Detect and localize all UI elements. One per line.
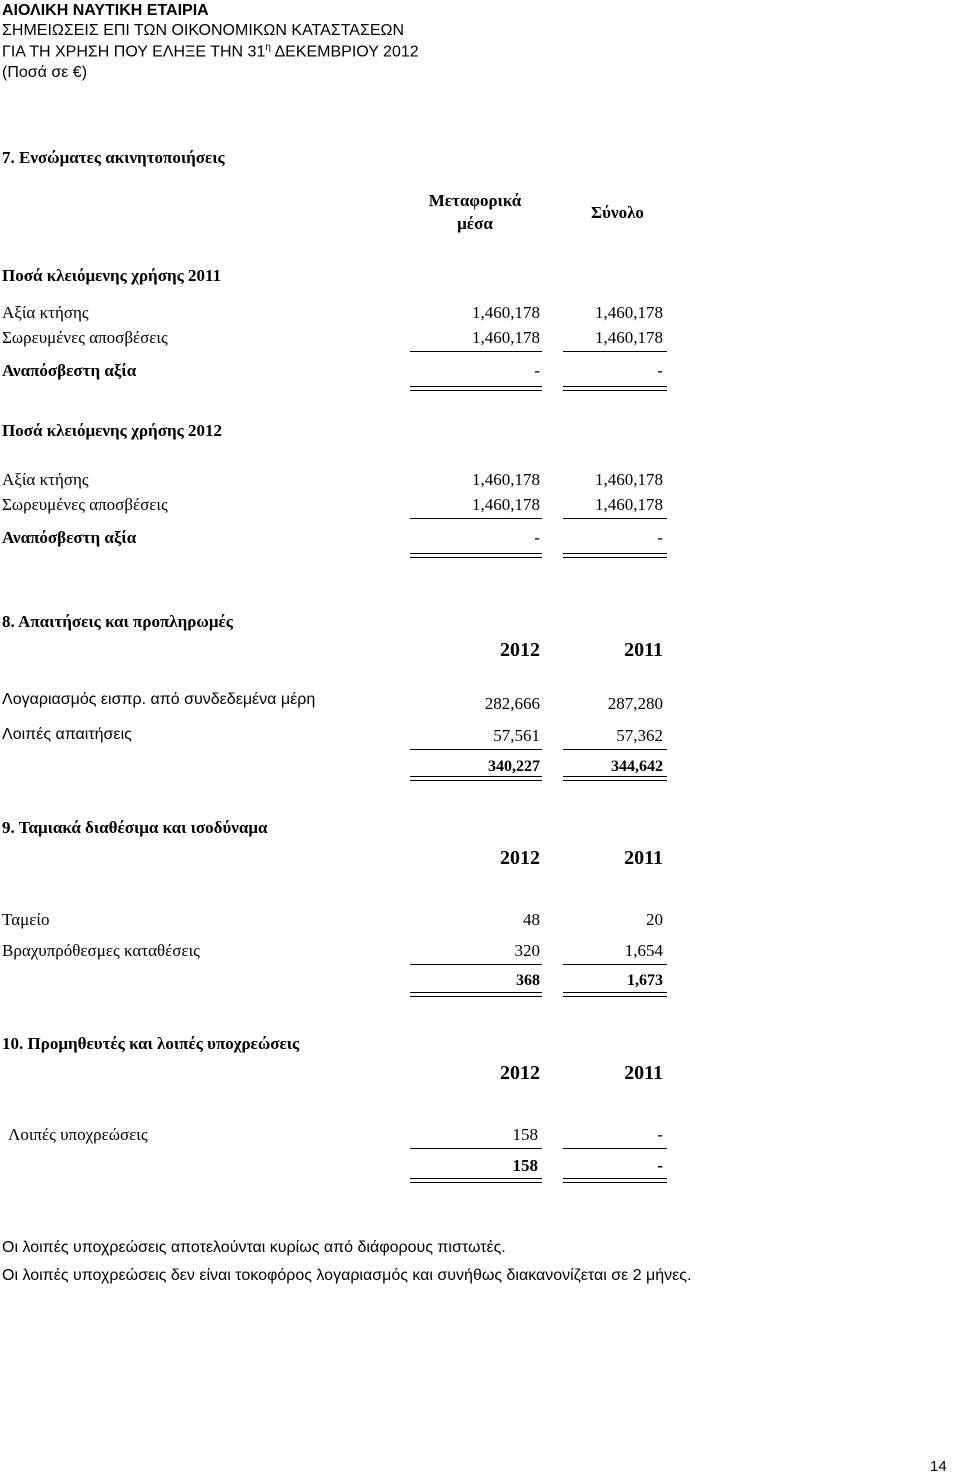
note7-2012-row1-label: Αξία κτήσης (2, 470, 89, 489)
note8-total-v1: 340,227 (488, 758, 540, 775)
period-line (2, 43, 419, 60)
note7-2011-row2-v2: 1,460,178 (595, 328, 663, 347)
note9-row2-v2: 1,654 (624, 941, 663, 960)
note10-year2-header: 2011 (624, 1062, 663, 1084)
note7-2011-total-v1: - (534, 361, 540, 380)
note7-2012-underline-col2 (563, 518, 667, 519)
note7-col1-header-line1: Μεταφορικά (428, 191, 522, 210)
note9-total-v2: 1,673 (627, 972, 663, 989)
note7-2011-total-v2: - (657, 361, 663, 380)
note10-underline-col2 (563, 1148, 667, 1149)
note7-2012-row1-v2: 1,460,178 (595, 470, 663, 489)
note7-2012-total-v2: - (657, 528, 663, 547)
note7-2011-double-underline-col1 (410, 386, 542, 391)
note8-title: 8. Απαιτήσεις και προπληρωμές (2, 612, 233, 631)
note9-year1-header: 2012 (500, 847, 540, 869)
note7-2012-double-underline-col1 (410, 553, 542, 558)
document-subtitle: ΣΗΜΕΙΩΣΕΙΣ ΕΠΙ ΤΩΝ ΟΙΚΟΝΟΜΙΚΩΝ ΚΑΤΑΣΤΑΣΕΩΝ (2, 22, 405, 39)
note7-period2012-title: Ποσά κλειόμενης χρήσης 2012 (2, 421, 223, 440)
note10-double-underline-col1 (410, 1178, 542, 1183)
note9-year2-header: 2011 (624, 847, 663, 869)
note9-underline-col1 (410, 964, 542, 965)
note8-underline-col1 (410, 749, 542, 750)
note10-underline-col1 (410, 1148, 542, 1149)
note8-row2-label: Λοιπές απαιτήσεις (2, 726, 132, 743)
note7-2012-row1-v1: 1,460,178 (472, 470, 540, 489)
note9-underline-col2 (563, 964, 667, 965)
note7-2012-total-label: Αναπόσβεστη αξία (2, 528, 137, 547)
note10-total-v2: - (657, 1156, 663, 1175)
note7-2012-double-underline-col2 (563, 553, 667, 558)
note8-row2-v1: 57,561 (493, 726, 540, 745)
note7-col2-header: Σύνολο (591, 203, 644, 222)
note7-2011-underline-col2 (563, 351, 667, 352)
note7-2011-total-label: Αναπόσβεστη αξία (2, 361, 137, 380)
note7-2011-row1-v2: 1,460,178 (595, 303, 663, 322)
note8-total-v2: 344,642 (611, 758, 663, 775)
note9-double-underline-col2 (563, 992, 667, 997)
note8-double-underline-col1 (410, 776, 542, 781)
note7-period2011-title: Ποσά κλειόμενης χρήσης 2011 (2, 266, 222, 285)
note9-row1-v2: 20 (646, 910, 663, 929)
note9-row1-label: Ταμείο (2, 910, 50, 929)
note8-row1-label: Λογαριασμός εισπρ. από συνδεδεμένα μέρη (2, 691, 316, 708)
note10-row1-v2: - (657, 1125, 663, 1144)
period-suffix: ΔΕΚΕΜΒΡΙΟΥ 2012 (270, 43, 419, 61)
note7-2011-row2-v1: 1,460,178 (472, 328, 540, 347)
note10-row1-v1: 158 (512, 1125, 538, 1144)
footnote-2: Οι λοιπές υποχρεώσεις δεν είναι τοκοφόρος λογαριασμός και συνήθως διακανονίζεται σε 2 μήνες. (2, 1267, 692, 1284)
note9-title: 9. Ταμιακά διαθέσιμα και ισοδύναμα (2, 818, 268, 837)
note7-2011-row1-label: Αξία κτήσης (2, 303, 89, 322)
note7-2012-total-v1: - (534, 528, 540, 547)
note10-title: 10. Προμηθευτές και λοιπές υποχρεώσεις (2, 1034, 300, 1053)
note8-row1-v2: 287,280 (607, 694, 663, 713)
note9-double-underline-col1 (410, 992, 542, 997)
note8-row2-v2: 57,362 (616, 726, 663, 745)
note7-2011-double-underline-col2 (563, 386, 667, 391)
note7-2011-underline-col1 (410, 351, 542, 352)
period-prefix: ΓΙΑ ΤΗ ΧΡΗΣΗ ΠΟΥ ΕΛΗΞΕ ΤΗΝ 31 (2, 43, 266, 61)
note7-col1-header-line2: μέσα (457, 214, 493, 233)
note7-2012-row2-v1: 1,460,178 (472, 495, 540, 514)
note8-row1-v1: 282,666 (484, 694, 540, 713)
note7-2012-underline-col1 (410, 518, 542, 519)
period-superscript: η (265, 42, 271, 53)
note8-double-underline-col2 (563, 776, 667, 781)
page-number: 14 (930, 1458, 947, 1475)
company-name: ΑΙΟΛΙΚΗ ΝΑΥΤΙΚΗ ΕΤΑΙΡΙΑ (2, 2, 209, 19)
currency-note: (Ποσά σε €) (2, 64, 88, 81)
note8-year1-header: 2012 (500, 639, 540, 661)
note10-total-v1: 158 (512, 1156, 538, 1175)
note7-2012-row2-label: Σωρευμένες αποσβέσεις (2, 495, 168, 514)
note10-row1-label: Λοιπές υποχρεώσεις (8, 1125, 148, 1144)
note8-underline-col2 (563, 749, 667, 750)
note10-year1-header: 2012 (500, 1062, 540, 1084)
note9-row2-label: Βραχυπρόθεσμες καταθέσεις (2, 941, 200, 960)
note7-2012-row2-v2: 1,460,178 (595, 495, 663, 514)
note10-double-underline-col2 (563, 1178, 667, 1183)
note9-total-v1: 368 (516, 972, 540, 989)
footnote-1: Οι λοιπές υποχρεώσεις αποτελούνται κυρίως από διάφορους πιστωτές. (2, 1239, 506, 1256)
note8-year2-header: 2011 (624, 639, 663, 661)
note7-2011-row1-v1: 1,460,178 (472, 303, 540, 322)
note7-2011-row2-label: Σωρευμένες αποσβέσεις (2, 328, 168, 347)
note9-row2-v1: 320 (514, 941, 540, 960)
note7-title: 7. Ενσώματες ακινητοποιήσεις (2, 148, 225, 167)
note9-row1-v1: 48 (523, 910, 540, 929)
